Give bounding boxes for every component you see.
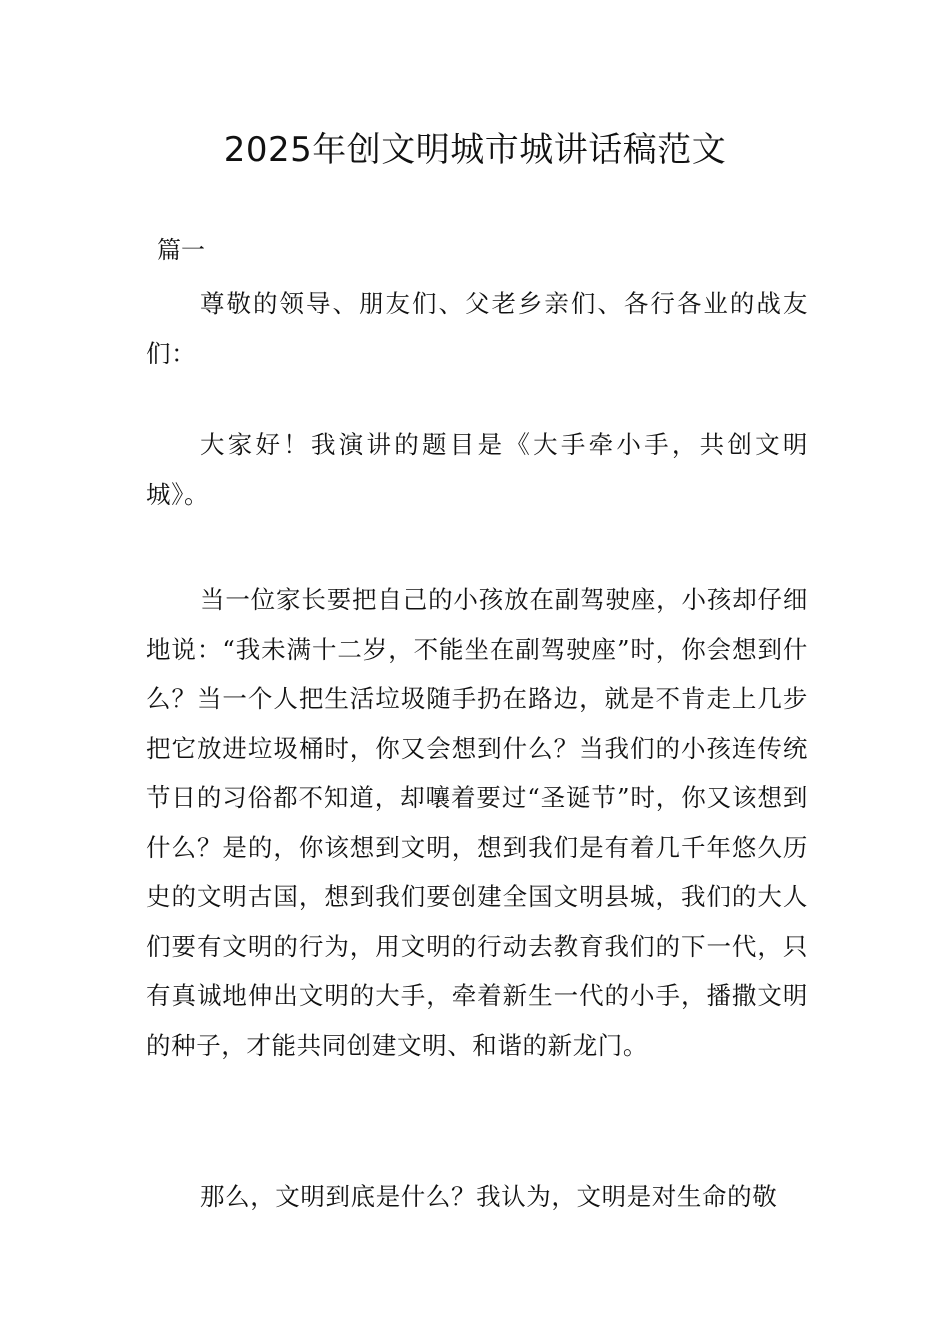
paragraph-topic: 大家好！我演讲的题目是《大手牵小手，共创文明城》。 <box>146 430 808 509</box>
paragraph-continuation: 那么，文明到底是什么？我认为，文明是对生命的敬 <box>200 1182 778 1211</box>
paragraph-greeting: 尊敬的领导、朋友们、父老乡亲们、各行各业的战友们： <box>146 289 808 368</box>
document-title: 2025年创文明城市城讲话稿范文 <box>223 130 727 170</box>
section-label: 篇一 <box>157 236 205 264</box>
paragraph-body: 当一位家长要把自己的小孩放在副驾驶座，小孩却仔细地说：“我未满十二岁，不能坐在副驾驶座”时，你会想到什么？当一个人把生活垃圾随手扔在路边，就是不肯走上几步把它放进垃圾桶时，你又会想到什么？当我们的小孩连传统节日的习俗都不知道，却嚷着要过“圣诞节”时，你又该想到什么？是的，你该想到文明，想到我们是有着几千年悠久历史的文明古国，想到我们要创建全国文明县城，我们的大人们要有文明的行为，用文明的行动去教育我们的下一代，只有真诚地伸出文明的大手，牵着新生一代的小手，播撒文明的种子，才能共同创建文明、和谐的新龙门。 <box>146 585 808 1060</box>
